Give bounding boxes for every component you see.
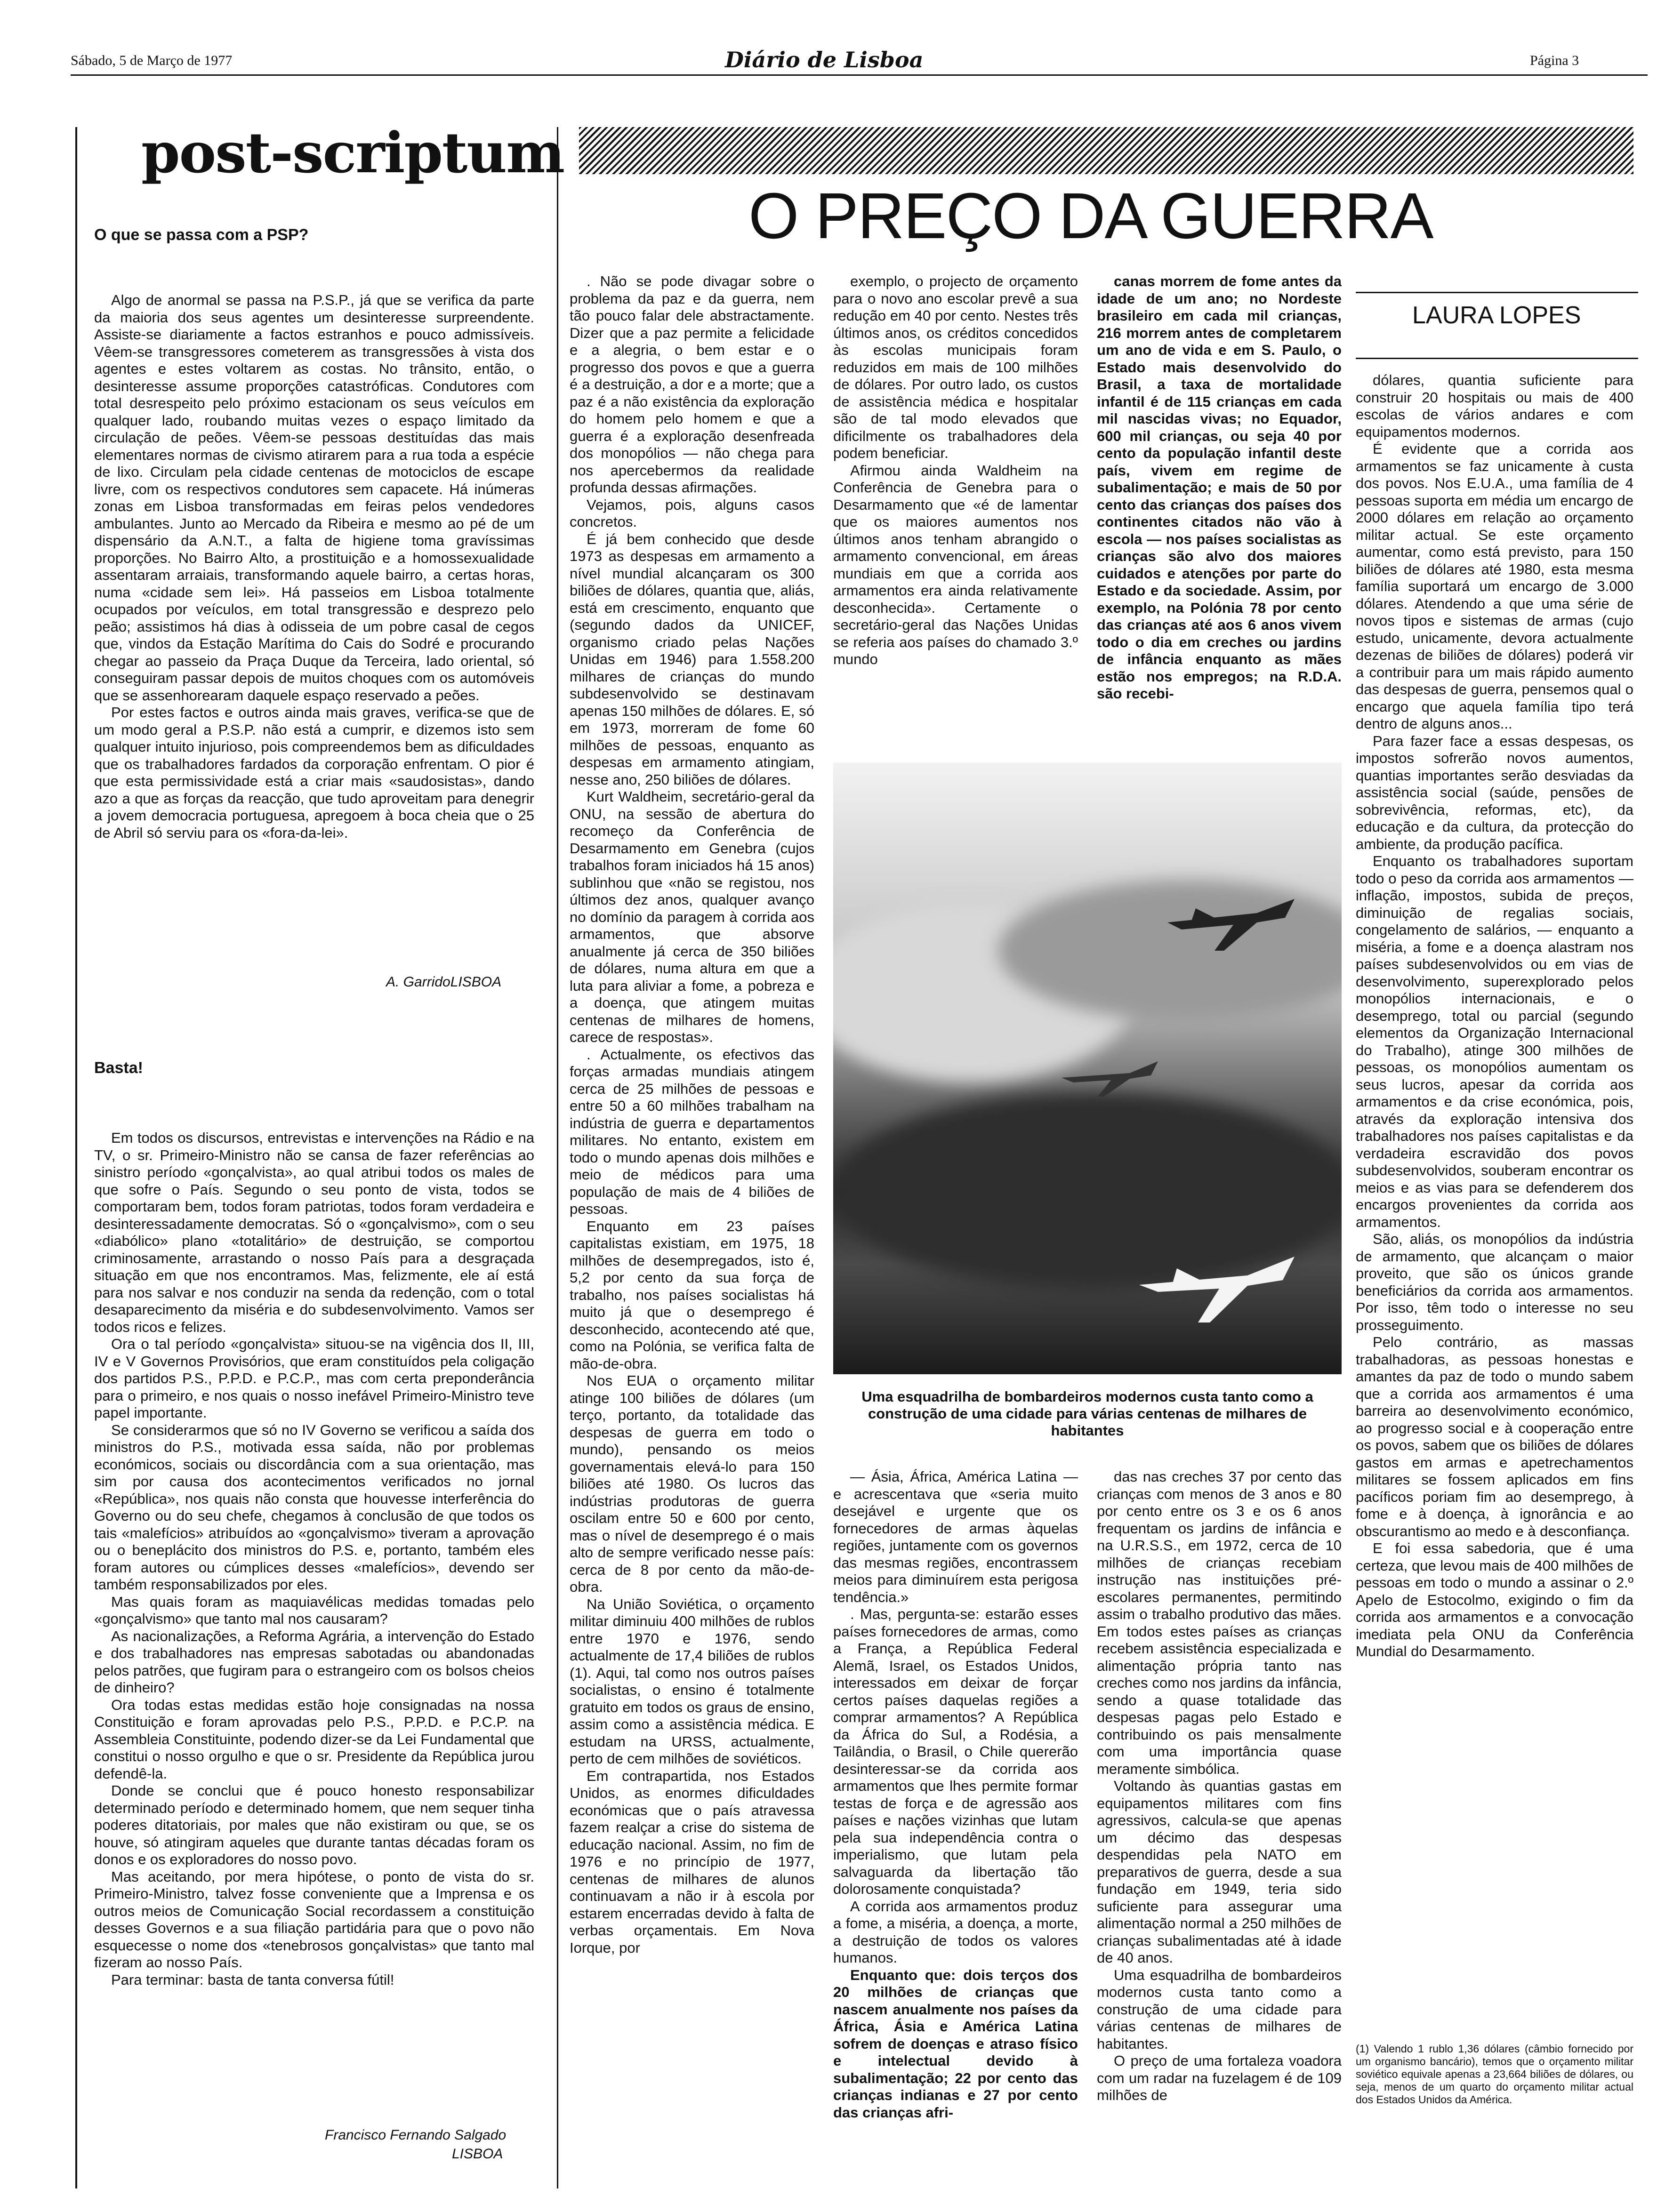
photo-caption: Uma esquadrilha de bombardeiros modernos custa tanto como a construção de uma cidade para várias centenas de milhares de habitantes <box>861 1388 1313 1439</box>
article-column <box>1356 372 1633 2033</box>
paragraph: Pelo contrário, as massas trabalhadoras, as pessoas honestas e amantes da paz de todo o mundo sabem que a corrida aos armamentos é uma barreira ao desenvolvimento económico, ao progresso social e à cooperação entre os povos, sabem que os biliões de dólares gastos em armas e apetrechamentos militares se fossem aplicados em fins pacíficos poriam fim ao desemprego, à fome e à doença, à ignorância e ao obscurantismo ao medo e à desconfiança. <box>1356 1334 1633 1539</box>
letter-title: Basta! <box>94 1059 143 1077</box>
paragraph: Voltando às quantias gastas em equipamentos militares com fins agressivos, calcula-se que apenas um décimo das despesas despendidas pela NATO em preparativos de guerra, desde a sua fundação em 1949, teria sido suficiente para assegurar uma alimentação normal a 250 milhões de crianças subalimentadas até à idade de 40 anos. <box>1097 1778 1342 1966</box>
paragraph: . Não se pode divagar sobre o problema da paz e da guerra, nem tão pouco falar dele abstractamente. Dizer que a paz permite a felicidade e a alegria, o bem estar e o progresso dos povos e que a guerra é a destruição, a dor e a morte; que a paz é a não existência da exploração do homem pelo homem e que a guerra é a exploração desenfreada dos monopólios — não chega para nos apercebermos da realidade profunda dessas afirmações. <box>570 273 814 496</box>
letter-body <box>94 1130 534 2076</box>
paragraph: Se considerarmos que só no IV Governo se verificou a saída dos ministros do P.S., motivada essa saída, não por problemas económicos, sociais ou discordância com a sua orientação, mas sim por causa dos acontecimentos verificados no jornal «República», nos quais não consta que houvesse interferência do Governo ou do seu chefe, chegamos à conclusão de que todos os tais «malefícios» atribuídos ao «gonçalvismo» tiveram a aprovação ou o beneplácito dos ministros do P.S. e, portanto, também eles foram autores ou cúmplices desses «malefícios», devendo ser também responsabilizados por eles. <box>94 1421 534 1593</box>
paragraph: Na União Soviética, o orçamento militar diminuiu 400 milhões de rublos entre 1970 e 1976, sendo actualmente de 17,4 biliões de rublos (1). Aqui, tal como nos outros países socialistas, o ensino é totalmente gratuito em todos os graus de ensino, assim como a assistência médica. E estudam na URSS, actualmente, perto de cem milhões de soviéticos. <box>570 1595 814 1767</box>
masthead: Diário de Lisboa <box>725 47 924 72</box>
paragraph: . Mas, pergunta-se: estarão esses países fornecedores de armas, como a França, a República Federal Alemã, Israel, os Estados Unidos, interessados em deixar de forçar certos países daquelas regiões a comprar armamentos? A República da África do Sul, a Rodésia, a Tailândia, o Brasil, o Chile quererão desinteressar-se da corrida aos armamentos que lhes permite formar testas de força e de agressão aos países e nações vizinhas que lutam pela sua independência contra o imperialismo, que lutam pela salvaguarda da libertação tão dolorosamente conquistada? <box>833 1606 1078 1897</box>
bomber-squadron-photo <box>833 762 1342 1374</box>
paragraph: Kurt Waldheim, secretário-geral da ONU, na sessão de abertura do recomeço da Conferência de Desarmamento em Genebra (cujos trabalhos foram iniciados há 15 anos) sublinhou que «não se registou, nos últimos dez anos, qualquer avanço no domínio da paragem à corrida aos armamentos, que absorve anualmente já cerca de 350 biliões de dólares, numa altura em que a luta para aliviar a fome, a pobreza e a doença, que atingem muitas centenas de milhares de homens, carece de respostas». <box>570 788 814 1045</box>
paragraph: . Actualmente, os efectivos das forças armadas mundiais atingem cerca de 25 milhões de pessoas e entre 50 a 60 milhões trabalham na indústria de guerra e departamentos militares. No entanto, existem em todo o mundo apenas dois milhões e meio de médicos para uma população de mais de 4 biliões de pessoas. <box>570 1046 814 1217</box>
article-column <box>833 273 1078 744</box>
column-divider <box>557 127 558 2188</box>
letter-body <box>94 292 534 965</box>
paragraph: canas morrem de fome antes da idade de um ano; no Nordeste brasileiro em cada mil crianças, 216 morrem antes de completarem um ano de vida e em S. Paulo, o Estado mais desenvolvido do Brasil, a taxa de mortalidade infantil é de 115 crianças em cada mil nascidas vivas; no Equador, 600 mil crianças, ou seja 40 por cento da população infantil deste país, vivem em regime de subalimentação; e mais de 50 por cento das crianças dos países dos continentes citados não vão à escola — nos países socialistas as crianças são alvo dos maiores cuidados e atenções por parte do Estado e da sociedade. Assim, por exemplo, na Polónia 78 por cento das crianças até aos 6 anos vivem todo o dia em creches ou jardins de infância enquanto as mães estão nos empregos; na R.D.A. são recebi- <box>1097 273 1342 702</box>
paragraph: É evidente que a corrida aos armamentos se faz unicamente à custa dos povos. Nos E.U.A., uma família de 4 pessoas suporta em média um encargo de 2000 dólares em relação ao orçamento militar actual. Se este orçamento aumentar, como está previsto, para 150 biliões de dólares até 1980, esta mesma família suportará um encargo de 3.000 dólares. Atendendo a que uma série de novos tipos e sistemas de armas (cujo estudo, unicamente, devora actualmente dezenas de biliões de dólares) poderá vir a contribuir para um mais rápido aumento das despesas de guerra, pensemos qual o encargo que aquela família tipo terá dentro de alguns anos... <box>1356 441 1633 732</box>
author-rule <box>1356 358 1638 359</box>
paragraph: Enquanto em 23 países capitalistas existiam, em 1975, 18 milhões de desempregados, isto é, 5,2 por cento da sua força de trabalho, nos países socialistas há muito já que o desemprego é desconhecido, acontecendo até que, como na Polónia, se verifica falta de mão-de-obra. <box>570 1218 814 1372</box>
paragraph: dólares, quantia suficiente para construir 20 hospitais ou mais de 400 escolas de vários andares e com equipamentos modernos. <box>1356 372 1633 440</box>
signature-name: Francisco Fernando Salgado <box>325 2127 507 2143</box>
paragraph: Ora todas estas medidas estão hoje consignadas na nossa Constituição e foram aprovadas pelo P.S., P.P.D. e P.C.P. na Assembleia Constituinte, podendo dizer-se da Lei Fundamental que constitui o nosso orgulho e que o sr. Presidente da República jurou defendê-la. <box>94 1696 534 1782</box>
paragraph: Afirmou ainda Waldheim na Conferência de Genebra para o Desarmamento que «é de lamentar que os maiores aumentos nos últimos anos tenham abrangido o armamento convencional, em áreas mundiais em que a corrida aos armamentos era ainda relativamente desconhecida». Certamente o secretário-geral das Nações Unidas se referia aos países do chamado 3.º mundo <box>833 462 1078 667</box>
paragraph: Em contrapartida, nos Estados Unidos, as enormes dificuldades económicas que o país atravessa fazem realçar a crise do sistema de educação nacional. Assim, no fim de 1976 e no princípio de 1977, centenas de milhares de alunos continuavam a não ir à escola por estarem encerradas devido à falta de verbas orçamentais. Em Nova Iorque, por <box>570 1767 814 1956</box>
headline: O PREÇO DA GUERRA <box>748 180 1433 252</box>
footnote: (1) Valendo 1 rublo 1,36 dólares (câmbio fornecido por um organismo bancário), temos que o orçamento militar soviético equivale apenas a 23,664 biliões de dólares, ou seja, menos de um quarto do orçamento militar actual dos Estados Unidos da América. <box>1356 2043 1633 2106</box>
section-title: post-scriptum <box>141 120 564 185</box>
paragraph: Em todos os discursos, entrevistas e intervenções na Rádio e na TV, o sr. Primeiro-Ministro não se cansa de fazer referências ao sinistro período «gonçalvista», ao qual atribui todos os males de que sofre o País. Segundo o seu ponto de vista, todos se comportaram bem, todos foram patriotas, todos foram verdadeira e desinteressadamente democratas. Só o «gonçalvismo», com o seu «diabólico» plano «totalitário» de destruição, se comportou criminosamente, arrastando o nosso País para a desgraçada situação em que nos encontramos. Mas, felizmente, ele aí está para nos salvar e nos conduzir na senda da redenção, com o total desaparecimento da miséria e do subdesenvolvimento. Vamos ser todos ricos e felizes. <box>94 1130 534 1335</box>
article-column <box>1097 273 1342 744</box>
article-column <box>1097 1468 1342 2184</box>
paragraph: São, aliás, os monopólios da indústria de armamento, que alcançam o maior proveito, que são os únicos grande beneficiários da corrida aos armamentos. Por isso, têm todo o interesse no seu prosseguimento. <box>1356 1231 1633 1333</box>
paragraph: Enquanto os trabalhadores suportam todo o peso da corrida aos armamentos — inflação, impostos, subida de preços, diminuição de regalias sociais, congelamento de salários, — enquanto a miséria, a fome e a doença alastram nos países subdesenvolvidos ou em vias de desenvolvimento, superexplorado pelos monopólios internacionais, e o desemprego, total ou parcial (segundo elementos da Organização Internacional do Trabalho), atinge 300 milhões de pessoas, os monopólios aumentam os seus lucros, apesar da corrida aos armamentos e da crise económica, pois, através da exploração intensiva dos trabalhadores nos países capitalistas e da verdadeira escravidão dos povos subdesenvolvidos, souberam encontrar os meios e as vias para se defenderem dos encargos provenientes da corrida aos armamentos. <box>1356 853 1633 1230</box>
paragraph: Por estes factos e outros ainda mais graves, verifica-se que de um modo geral a P.S.P. não está a cumprir, e dizemos isto sem qualquer intuito injurioso, pois compreendemos bem as dificuldades que os trabalhadores fardados da corporação enfrentam. O pior é que esta permissividade está a criar mais «saudosistas», dando azo a que as forças da reacção, que tudo aproveitam para denegrir a jovem democracia portuguesa, apregoem à boca cheia que o 25 de Abril só serviu para os «fora-da-lei». <box>94 704 534 841</box>
bomber-aircraft-icon <box>1059 1050 1163 1101</box>
header-date: Sábado, 5 de Março de 1977 <box>71 53 233 68</box>
bomber-aircraft-icon <box>1134 1233 1304 1327</box>
paragraph: Algo de anormal se passa na P.S.P., já que se verifica da parte da maioria dos seus agentes um desinteresse surpreendente. Assiste-se diariamente a factos estranhos e pouco admissíveis. Vêem-se transgressores cometerem as transgressões à vista dos agentes e estes voltarem as costas. No trânsito, então, o desinteresse assume proporções catastróficas. Condutores com total desrespeito pelo próximo estacionam os seus veículos em qualquer lado, roubando muitas vezes o espaço limitado da circulação de peões. Vêem-se pessoas destituídas das mais elementares normas de civismo atirarem para a rua toda a espécie de lixo. Circulam pela cidade centenas de motociclos de escape livre, com os respectivos condutores sem capacete. Há inúmeras zonas em Lisboa transformadas em feiras pelos vendedores ambulantes. Junto ao Mercado da Ribeira e mesmo ao pé de um dispensário da A.N.T., a falta de higiene toma gravíssimas proporções. No Bairro Alto, a prostituição e a homossexualidade assentaram arraiais, transformando aquele bairro, a certas horas, numa «cidade sem lei». Há passeios em Lisboa totalmente ocupados por veículos, em total transgressão e desprezo pelo peão; assistimos há dias à odisseia de um pobre casal de cegos que, vindos da Estação Marítima do Cais do Sodré e procurando chegar ao passeio da Praça Duque da Terceira, lado oriental, só conseguiram passar depois de muitos choques com os automóveis que se assenhorearam daquele espaço reservado a peões. <box>94 292 534 704</box>
author-rule <box>1356 292 1638 293</box>
paragraph: E foi essa sabedoria, que é uma certeza, que levou mais de 400 milhões de pessoas em todo o mundo a assinar o 2.º Apelo de Estocolmo, exigindo o fim da corrida aos armamentos e a convocação imediata pela ONU da Conferência Mundial do Desarmamento. <box>1356 1540 1633 1659</box>
letter-title: O que se passa com a PSP? <box>94 226 309 244</box>
paragraph: Vejamos, pois, alguns casos concretos. <box>570 496 814 530</box>
paragraph: das nas creches 37 por cento das crianças com menos de 3 anos e 80 por cento entre os 3 e os 6 anos frequentam os jardins de infância e na U.R.S.S., em 1972, cerca de 10 milhões de crianças recebiam instrução nas instituições pré-escolares permanentes, permitindo assim o trabalho produtivo das mães. Em todos estes países as crianças recebem assistência especializada e alimentação própria tanto nas creches como nos jardins da infância, sendo a quase totalidade das despesas pagas pelo Estado e contribuindo os pais mensalmente com uma importância quase meramente simbólica. <box>1097 1468 1342 1777</box>
paragraph: Para fazer face a essas despesas, os impostos sofrerão novos aumentos, quantias importantes serão desviadas da assistência social (saúde, pensões de sobrevivência, reformas, etc), da educação e da cultura, da protecção do ambiente, da produção pacífica. <box>1356 732 1633 852</box>
hatch-banner <box>579 127 1633 174</box>
paragraph: Mas quais foram as maquiavélicas medidas tomadas pelo «gonçalvismo» que tanto mal nos causaram? <box>94 1593 534 1627</box>
paragraph: exemplo, o projecto de orçamento para o novo ano escolar prevê a sua redução em 40 por cento. Nestes três últimos anos, os créditos concedidos às escolas municipais foram reduzidos em mais de 100 milhões de dólares. Por outro lado, os custos de assistência médica e hospitalar são de tal modo elevados que dificilmente os trabalhadores dela podem beneficiar. <box>833 273 1078 461</box>
paragraph: É já bem conhecido que desde 1973 as despesas em armamento a nível mundial alcançaram os 300 biliões de dólares, quantia que, aliás, está em crescimento, enquanto que (segundo dados da UNICEF, organismo criado pelas Nações Unidas em 1946) para 1.558.200 milhares de crianças do mundo subdesenvolvido se destinavam apenas 150 milhões de dólares. E, só em 1973, morreram de fome 60 milhões de pessoas, enquanto as despesas em armamento atingiam, nesse ano, 250 biliões de dólares. <box>570 530 814 788</box>
article-column <box>833 1468 1078 2184</box>
article-column <box>570 273 814 2174</box>
bomber-aircraft-icon <box>1163 880 1304 955</box>
paragraph: Ora o tal período «gonçalvista» situou-se na vigência dos II, III, IV e V Governos Provisórios, que eram constituídos pela coligação dos partidos P.S., P.P.D. e P.C.P., mas com certa preponderância para o primeiro, e nos quais o nosso inefável Primeiro-Ministro teve papel importante. <box>94 1336 534 1421</box>
paragraph: Nos EUA o orçamento militar atinge 100 biliões de dólares (um terço, portanto, da totalidade das despesas de guerra em todo o mundo), pensando os meios governamentais elevá-lo para 150 biliões até 1980. Os lucros das indústrias produtoras de guerra oscilam entre 50 e 600 por cento, mas o nível de desemprego é o mais alto de sempre verificado nesse país: cerca de 8 por cento da mão-de-obra. <box>570 1372 814 1595</box>
paragraph: Donde se conclui que é pouco honesto responsabilizar determinado período e determinado homem, que nem sequer tinha poderes ditatoriais, por males que não existiram ou que, se os houve, só atingiram aqueles que durante tantas décadas foram os donos e os exploradores do nosso povo. <box>94 1782 534 1867</box>
column-divider <box>75 127 77 2188</box>
paragraph: Uma esquadrilha de bombardeiros modernos custa tanto como a construção de uma cidade para várias centenas de milhares de habitantes. <box>1097 1966 1342 2052</box>
author-byline: LAURA LOPES <box>1412 302 1581 329</box>
header-rule <box>71 74 1648 76</box>
page-number: Página 3 <box>1530 53 1579 68</box>
paragraph: Mas aceitando, por mera hipótese, o ponto de vista do sr. Primeiro-Ministro, talvez fosse conveniente que a Imprensa e os outros meios de Comunicação Social recordassem a constituição desses Governos e a sua filiação partidária para que o povo não esquecesse o nome dos «tenebrosos gonçalvistas» que tanto mal fizeram ao nosso País. <box>94 1868 534 1971</box>
paragraph: As nacionalizações, a Reforma Agrária, a intervenção do Estado e dos trabalhadores nas empresas sabotadas ou abandonadas pelos patrões, que fugiram para o estrangeiro com os bolsos cheios de dinheiro? <box>94 1627 534 1696</box>
signature-place: LISBOA <box>452 2146 503 2162</box>
signature: A. GarridoLISBOA <box>386 974 502 990</box>
paragraph: Enquanto que: dois terços dos 20 milhões de crianças que nascem anualmente nos países da África, Ásia e América Latina sofrem de doenças e atraso físico e intelectual devido à subalimentação; 22 por cento das crianças indianas e 27 por cento das crianças afri- <box>833 1966 1078 2121</box>
paragraph: A corrida aos armamentos produz a fome, a miséria, a doença, a morte, a destruição de todos os valores humanos. <box>833 1898 1078 1966</box>
paragraph: — Ásia, África, América Latina — e acrescentava que «seria muito desejável e urgente que os fornecedores de armas àquelas regiões, juntamente com os governos das mesmas regiões, encontrassem meios para diminuírem esta perigosa tendência.» <box>833 1468 1078 1605</box>
paragraph: O preço de uma fortaleza voadora com um radar na fuzelagem é de 109 milhões de <box>1097 2052 1342 2103</box>
paragraph: Para terminar: basta de tanta conversa fútil! <box>111 1971 394 1988</box>
